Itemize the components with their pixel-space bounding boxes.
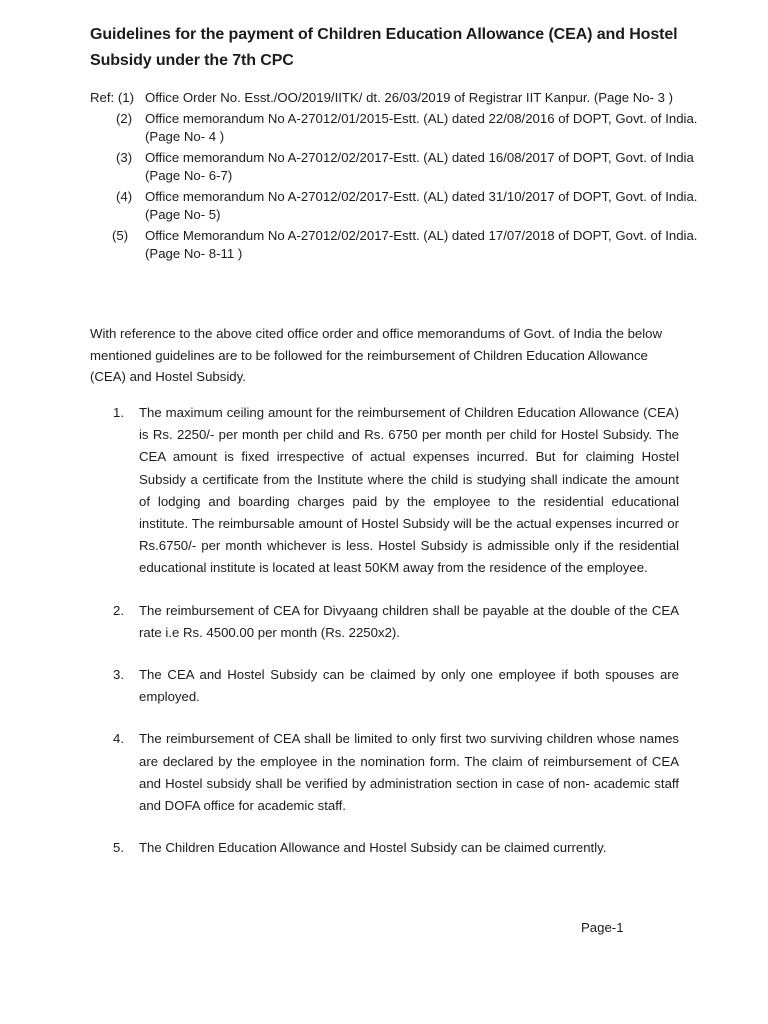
guidelines-list <box>113 402 679 879</box>
guideline-text: The reimbursement of CEA shall be limited to only first two surviving children whose names are declared by the employee in the nomination form. The claim of reimbursement of CEA and Hostel subsidy shall be verified by administration section in case of non- academic staff and DOFA office for academic staff. <box>139 731 679 814</box>
guideline-number: 5. <box>113 840 124 856</box>
reference-label: (3) <box>116 149 133 165</box>
reference-text: Office memorandum No A-27012/02/2017-Estt. (AL) dated 16/08/2017 of DOPT, Govt. of India (Page No- 6-7) <box>145 149 694 183</box>
reference-item <box>90 89 710 108</box>
reference-item <box>90 110 710 147</box>
guideline-number: 2. <box>113 602 124 618</box>
guideline-text: The maximum ceiling amount for the reimbursement of Children Education Allowance (CEA) is Rs. 2250/- per month per child and Rs. 6750 per month per child for Hostel Subsidy. The CEA amount is fixed irrespective of actual expenses incurred. But for claiming Hostel Subsidy a certificate from the Institute where the child is studying shall indicate the amount of lodging and boarding charges paid by the employee to the residential educational institute. The reimbursable amount of Hostel Subsidy will be the actual expenses incurred or Rs.6750/- per month whichever is less. Hostel Subsidy is admissible only if the residential educational institute is located at least 50KM away from the residence of the employee. <box>139 405 679 576</box>
guideline-item <box>113 728 679 817</box>
reference-label: (4) <box>116 188 133 204</box>
reference-item <box>90 149 710 186</box>
guideline-item <box>113 600 679 644</box>
reference-item <box>90 227 710 264</box>
document-title: Guidelines for the payment of Children Education Allowance (CEA) and Hostel Subsidy under the 7th CPC <box>90 26 678 69</box>
intro-paragraph: With reference to the above cited office order and office memorandums of Govt. of India the below mentioned guidelines are to be followed for the reimbursement of Children Education Allowance (CEA) and Hostel Subsidy. <box>90 326 663 384</box>
reference-label: Ref: (1) <box>90 90 134 105</box>
reference-text: Office memorandum No A-27012/02/2017-Estt. (AL) dated 31/10/2017 of DOPT, Govt. of India. (Page No- 5) <box>145 188 698 222</box>
reference-text: Office memorandum No A-27012/01/2015-Estt. (AL) dated 22/08/2016 of DOPT, Govt. of India. (Page No- 4 ) <box>145 110 698 144</box>
references-list <box>90 89 710 266</box>
reference-text: Office Memorandum No A-27012/02/2017-Estt. (AL) dated 17/07/2018 of DOPT, Govt. of India. (Page No- 8-11 ) <box>145 227 698 261</box>
guideline-item <box>113 402 679 580</box>
guideline-number: 4. <box>113 731 124 747</box>
reference-label: (2) <box>116 110 133 126</box>
guideline-text: The Children Education Allowance and Hostel Subsidy can be claimed currently. <box>139 840 607 856</box>
reference-item <box>90 188 710 225</box>
page-number: Page-1 <box>581 920 624 935</box>
reference-label: (5) <box>112 227 129 243</box>
guideline-text: The CEA and Hostel Subsidy can be claimed by only one employee if both spouses are employed. <box>139 667 679 705</box>
guideline-item <box>113 837 679 859</box>
guideline-number: 3. <box>113 667 124 683</box>
guideline-text: The reimbursement of CEA for Divyaang children shall be payable at the double of the CEA rate i.e Rs. 4500.00 per month (Rs. 2250x2). <box>139 602 679 640</box>
guideline-number: 1. <box>113 405 124 420</box>
guideline-item <box>113 664 679 708</box>
reference-text: Office Order No. Esst./OO/2019/IITK/ dt. 26/03/2019 of Registrar IIT Kanpur. (Page No- 3 ) <box>145 90 673 105</box>
